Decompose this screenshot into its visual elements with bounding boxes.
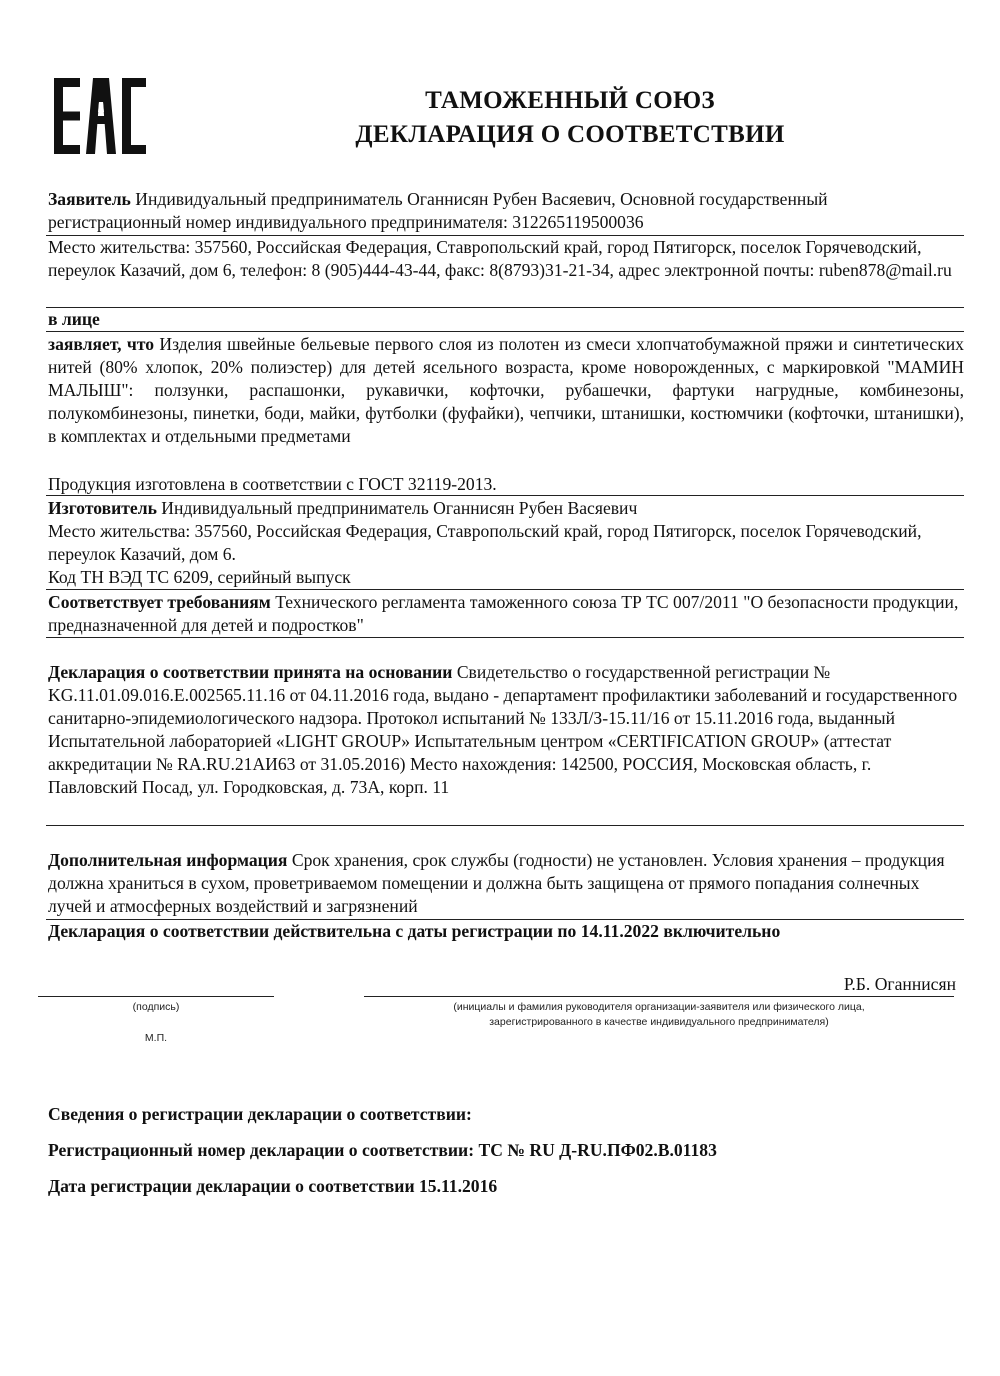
manufacturer-residence: Место жительства: 357560, Российская Федерация, Ставропольский край, город Пятигорск, поселок Горячеводский, переулок Казачий, дом 6. [48,521,922,564]
divider [46,495,964,496]
applicant-text: Индивидуальный предприниматель Оганнисян Рубен Васяевич, Основной государственный регистрационный номер индивидуального предпринимателя: 312265119500036 [48,189,828,232]
declares-text: Изделия швейные бельевые первого слоя из полотен из смеси хлопчатобумажной пряжи и синтетических нитей (80% хлопок, 20% полиэстер) для детей ясельного возраста, кроме новорожденных, с маркировкой "МАМИН МАЛЫШ": ползунки, распашонки, рукавички, кофточки, рубашечки, фартуки нагрудные, комбинезоны, полукомбинезоны, пинетки, боди, майки, футболки (фуфайки), чепчики, штанишки, костюмчики (кофточки, штанишки), в комплектах и отдельными предметами [48,334,964,446]
basis-label: Декларация о соответствии принята на основании [48,662,453,682]
in-person-label: в лице [48,309,100,329]
signature-line [38,996,274,997]
registration-heading: Сведения о регистрации декларации о соответствии: [48,1104,472,1124]
conforms-section [48,591,964,637]
conforms-label: Соответствует требованиям [48,592,271,612]
manufacturer-label: Изготовитель [48,498,157,518]
basis-section [48,661,964,799]
divider [46,331,964,332]
manufacturer-code: Код ТН ВЭД ТС 6209, серийный выпуск [48,567,351,587]
applicant-residence: Место жительства: 357560, Российская Федерация, Ставропольский край, город Пятигорск, поселок Горячеводский, переулок Казачий, дом 6, телефон: 8 (905)444-43-44, факс: 8(8793)31-21-34, адрес электронной почты: ruben878@mail.ru [48,237,952,280]
applicant-section [48,188,964,234]
name-line [364,996,954,997]
additional-label: Дополнительная информация [48,850,288,870]
additional-section [48,849,964,918]
divider [46,825,964,826]
title-union: ТАМОЖЕННЫЙ СОЮЗ [425,87,715,114]
document-title [300,84,840,152]
name-caption-line1: (инициалы и фамилия руководителя организации-заявителя или физического лица, [453,1001,865,1013]
manufacturer-text: Индивидуальный предприниматель Оганнисян Рубен Васяевич [156,498,638,518]
title-declaration: ДЕКЛАРАЦИЯ О СООТВЕТСТВИИ [355,121,785,148]
signature-caption: (подпись) [132,1001,180,1013]
applicant-label: Заявитель [48,189,131,209]
validity-statement: Декларация о соответствии действительна с даты регистрации по 14.11.2022 включительно [48,921,781,941]
in-person-section [48,308,964,331]
registration-date: Дата регистрации декларации о соответствии 15.11.2016 [48,1176,498,1196]
eac-logo [52,78,148,154]
stamp-caption: М.П. [144,1032,168,1044]
declares-section [48,333,964,448]
name-caption-line2: зарегистрированного в качестве индивидуального предпринимателя) [489,1016,829,1028]
declares-label: заявляет, что [48,334,155,354]
manufacturer-section [48,497,964,520]
basis-text: Свидетельство о государственной регистрации № KG.11.01.09.016.Е.002565.11.16 от 04.11.2016 года, выдано - департамент профилактики заболеваний и государственного санитарно-эпидемиологического надзора. Протокол испытаний № 133Л/З-15.11/16 от 15.11.2016 года, выданный Испытательной лабораторией «LIGHT GROUP» Испытательным центром «CERTIFICATION GROUP» (аттестат аккредитации № RA.RU.21АИ63 от 31.05.2016) Место нахождения: 142500, РОССИЯ, Московская область, г. Павловский Посад, ул. Городковская, д. 73А, корп. 11 [48,662,958,797]
divider [46,637,964,638]
conforms-text: Технического регламента таможенного союза ТР ТС 007/2011 "О безопасности продукции, предназначенной для детей и подростков" [48,592,959,635]
registration-number: Регистрационный номер декларации о соответствии: ТС № RU Д-RU.ПФ02.В.01183 [48,1140,717,1160]
additional-text: Срок хранения, срок службы (годности) не установлен. Условия хранения – продукция должна храниться в сухом, проветриваемом помещении и должна быть защищена от прямого попадания солнечных лучей и атмосферных воздействий и загрязнений [48,850,945,916]
declares-standard: Продукция изготовлена в соответствии с ГОСТ 32119-2013. [48,474,497,494]
signatory-name: Р.Б. Оганнисян [843,974,956,994]
divider [46,589,964,590]
name-caption [364,1000,954,1030]
